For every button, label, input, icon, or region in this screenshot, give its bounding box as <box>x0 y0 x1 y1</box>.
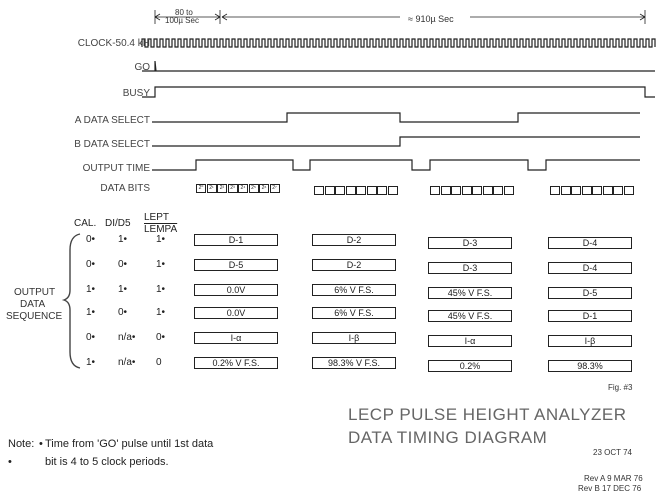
sequence-cell: 6% V F.S. <box>312 284 396 296</box>
di-d5-value: 1• <box>118 284 128 295</box>
data-bit-box <box>603 186 613 195</box>
data-bit-box <box>377 186 387 195</box>
side-label-sequence: SEQUENCE <box>6 311 63 322</box>
signal-label-clock: CLOCK-50.4 kH <box>77 38 150 49</box>
sequence-cell: D-1 <box>548 310 632 322</box>
lept-value: 0 <box>156 357 162 368</box>
data-bit-box <box>613 186 623 195</box>
data-bit-box <box>550 186 560 195</box>
data-bit-box <box>346 186 356 195</box>
date-label: 23 OCT 74 <box>593 448 632 457</box>
sequence-cell: 0.2% <box>428 360 512 372</box>
cal-value: 1• <box>86 284 96 295</box>
data-bit-box <box>493 186 503 195</box>
cal-value: 0• <box>86 259 96 270</box>
signal-label-a-data-select: A DATA SELECT <box>74 115 150 126</box>
data-bit-box: 2³ <box>228 184 238 193</box>
signal-label-b-data-select: B DATA SELECT <box>74 139 150 150</box>
header-cal: CAL. <box>74 218 97 229</box>
title-line-2: DATA TIMING DIAGRAM <box>348 428 548 447</box>
data-bit-box <box>430 186 440 195</box>
revision-a: Rev A 9 MAR 76 <box>584 474 643 483</box>
signal-label-data-bits: DATA BITS <box>100 183 150 194</box>
data-bit-box: 2² <box>217 184 227 193</box>
b-data-select-waveform <box>152 137 640 146</box>
sequence-cell: D-5 <box>548 287 632 299</box>
revision-b: Rev B 17 DEC 76 <box>578 484 642 493</box>
data-bit-box <box>582 186 592 195</box>
data-bit-box: 2⁵ <box>249 184 259 193</box>
di-d5-value: 0• <box>118 307 128 318</box>
sequence-cell: I-β <box>312 332 396 344</box>
sequence-cell: 0.0V <box>194 284 278 296</box>
note-bullet-2: • <box>8 456 12 468</box>
sequence-cell: D-4 <box>548 237 632 249</box>
header-lept: LEPT <box>144 212 170 223</box>
fig-label: Fig. #3 <box>608 383 633 392</box>
sequence-cell: I-β <box>548 335 632 347</box>
di-d5-value: 0• <box>118 259 128 270</box>
di-d5-value: 1• <box>118 234 128 245</box>
data-bit-box <box>592 186 602 195</box>
note-bullet-1: • <box>39 438 43 450</box>
a-data-select-waveform <box>152 113 640 122</box>
side-label-output: OUTPUT <box>14 287 56 298</box>
data-bit-box <box>571 186 581 195</box>
cal-value: 0• <box>86 332 96 343</box>
data-bit-box <box>561 186 571 195</box>
sequence-cell: I-α <box>428 335 512 347</box>
go-waveform <box>142 61 655 71</box>
note-line-1: Time from 'GO' pulse until 1st data <box>45 438 214 450</box>
data-bit-box: 2⁶ <box>259 184 269 193</box>
lept-value: 1• <box>156 284 166 295</box>
interval-label-long: ≈ 910µ Sec <box>408 14 454 24</box>
data-bit-box <box>388 186 398 195</box>
data-bit-box: 2¹ <box>207 184 217 193</box>
data-bit-box: 2⁰ <box>196 184 206 193</box>
data-bit-box <box>451 186 461 195</box>
interval-label-short: 80 to <box>175 8 193 17</box>
sequence-cell: 45% V F.S. <box>428 310 512 322</box>
sequence-cell: D-1 <box>194 234 278 246</box>
lept-value: 1• <box>156 234 166 245</box>
note-label: Note: <box>8 438 35 450</box>
side-label-data: DATA <box>20 299 46 310</box>
lept-value: 1• <box>156 259 166 270</box>
sequence-cell: 0.2% V F.S. <box>194 357 278 369</box>
data-bit-box <box>356 186 366 195</box>
data-bit-box <box>325 186 335 195</box>
sequence-cell: D-4 <box>548 262 632 274</box>
data-bit-box <box>462 186 472 195</box>
busy-waveform <box>142 87 655 97</box>
signal-label-go: GO <box>134 62 150 73</box>
data-bit-box: 2⁷ <box>270 184 280 193</box>
clock-waveform <box>142 39 655 47</box>
cal-value: 1• <box>86 357 96 368</box>
note-line-2: bit is 4 to 5 clock periods. <box>45 456 169 468</box>
cal-value: 0• <box>86 234 96 245</box>
output-time-waveform <box>152 160 640 170</box>
data-bit-box <box>367 186 377 195</box>
sequence-cell: D-2 <box>312 234 396 246</box>
data-bit-box <box>335 186 345 195</box>
header-lempa: LEMPA <box>144 224 178 235</box>
sequence-cell: D-2 <box>312 259 396 271</box>
data-bit-box <box>441 186 451 195</box>
sequence-cell: D-3 <box>428 262 512 274</box>
sequence-cell: 45% V F.S. <box>428 287 512 299</box>
title-line-1: LECP PULSE HEIGHT ANALYZER <box>348 405 627 424</box>
sequence-cell: 0.0V <box>194 307 278 319</box>
sequence-cell: D-5 <box>194 259 278 271</box>
data-bit-box <box>314 186 324 195</box>
sequence-cell: 6% V F.S. <box>312 307 396 319</box>
interval-label-short-2: 100µ Sec <box>165 16 199 25</box>
cal-value: 1• <box>86 307 96 318</box>
signal-label-output-time: OUTPUT TIME <box>82 163 150 174</box>
signal-label-busy: BUSY <box>122 88 150 99</box>
sequence-brace <box>64 234 80 368</box>
data-bit-box <box>504 186 514 195</box>
sequence-cell: D-3 <box>428 237 512 249</box>
header-di-d5: DI/D5 <box>105 218 131 229</box>
data-bit-box <box>624 186 634 195</box>
lept-value: 1• <box>156 307 166 318</box>
di-d5-value: n/a• <box>118 357 136 368</box>
sequence-cell: 98.3% <box>548 360 632 372</box>
data-bit-box <box>483 186 493 195</box>
di-d5-value: n/a• <box>118 332 136 343</box>
sequence-cell: I-α <box>194 332 278 344</box>
lept-value: 0• <box>156 332 166 343</box>
data-bit-box: 2⁴ <box>238 184 248 193</box>
data-bit-box <box>472 186 482 195</box>
sequence-cell: 98.3% V F.S. <box>312 357 396 369</box>
